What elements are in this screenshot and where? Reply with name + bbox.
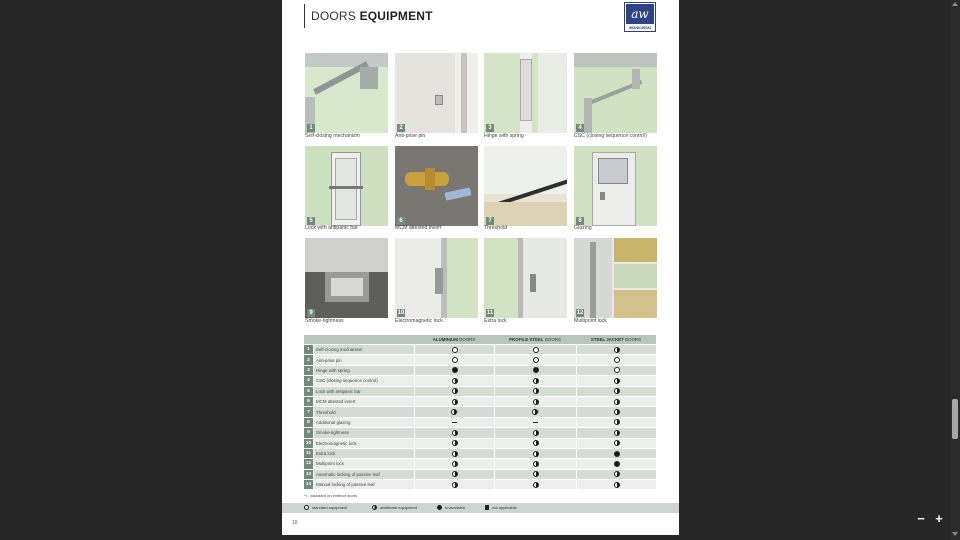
- scrollbar-thumb[interactable]: [952, 399, 958, 439]
- availability-cell: [494, 366, 576, 375]
- filled-circle-icon: [614, 451, 620, 457]
- tile-caption: Anti-prise pin: [395, 133, 426, 139]
- availability-cell: [494, 439, 576, 448]
- row-number: 9: [304, 428, 313, 437]
- row-label: Manual locking of passive leaf: [313, 480, 414, 489]
- availability-cell: [576, 480, 656, 489]
- tile-number: 11: [486, 310, 494, 316]
- half-circle-icon: [614, 399, 620, 405]
- availability-cell: [414, 376, 494, 385]
- half-circle-icon: [533, 471, 539, 477]
- row-label: Multipoint lock: [313, 459, 414, 468]
- row-label: Electromagnetic lock: [313, 439, 414, 448]
- scroll-up-arrow-icon[interactable]: [952, 2, 958, 6]
- half-circle-icon: [452, 399, 458, 405]
- tile-caption: Threshold: [484, 225, 508, 231]
- photo-tile: [484, 238, 567, 318]
- half-circle-icon: [533, 430, 539, 436]
- open-circle-icon: [614, 367, 620, 373]
- row-label: MCM attested insert: [313, 397, 414, 406]
- table-row: [304, 449, 656, 458]
- availability-cell: [576, 428, 656, 437]
- table-row: [304, 366, 656, 375]
- header-spacer: [313, 335, 414, 344]
- table-row: [304, 470, 656, 479]
- half-circle-icon: [533, 440, 539, 446]
- tile-caption: Smoke-tightness: [305, 318, 344, 324]
- availability-cell: [576, 387, 656, 396]
- dash-icon: [533, 422, 538, 423]
- availability-cell: [576, 470, 656, 479]
- filled-circle-icon: [533, 367, 539, 373]
- header-rule: [304, 4, 305, 28]
- availability-cell: [494, 418, 576, 427]
- dash-icon: [452, 422, 457, 423]
- brand-logo: [624, 2, 656, 32]
- page-number: 10: [292, 520, 298, 526]
- scroll-down-arrow-icon[interactable]: [952, 532, 958, 536]
- availability-cell: [494, 470, 576, 479]
- table-row: [304, 480, 656, 489]
- vertical-scrollbar[interactable]: [950, 0, 960, 540]
- availability-cell: [494, 407, 576, 416]
- half-circle-icon: [614, 409, 620, 415]
- logo-mark: aw: [626, 4, 654, 24]
- filled-circle-icon: [452, 367, 458, 373]
- tile-number: 10: [397, 310, 405, 316]
- tile-number: 2: [397, 124, 405, 132]
- tile-number: 12: [576, 310, 584, 316]
- row-label: Extra lock: [313, 449, 414, 458]
- photo-tile: [574, 53, 657, 133]
- availability-cell: [494, 345, 576, 354]
- half-circle-icon: [533, 451, 539, 457]
- dash-icon: [485, 505, 489, 510]
- open-circle-icon: [533, 357, 539, 363]
- legend: [282, 503, 679, 513]
- availability-cell: [494, 449, 576, 458]
- photo-tile: [395, 53, 478, 133]
- photo-tile: [574, 146, 657, 226]
- half-circle-icon: [452, 451, 458, 457]
- availability-cell: [576, 376, 656, 385]
- row-label: Hinge with spring: [313, 366, 414, 375]
- tile-caption: MCM attested insert: [395, 225, 442, 231]
- open-circle-icon: [452, 347, 458, 353]
- page-title: [311, 9, 433, 23]
- half-circle-icon: [533, 378, 539, 384]
- photo-tile: [395, 146, 478, 226]
- half-circle-icon: [452, 461, 458, 467]
- half-circle-icon: [533, 482, 539, 488]
- availability-cell: [414, 459, 494, 468]
- half-circle-icon: [452, 430, 458, 436]
- availability-cell: [494, 376, 576, 385]
- availability-cell: [414, 345, 494, 354]
- logo-text: WIŚNIOWSKI: [628, 26, 652, 30]
- row-number: 7: [304, 407, 313, 416]
- row-label: Threshold: [313, 407, 414, 416]
- tile-number: 9: [307, 309, 315, 317]
- open-circle-icon: [304, 505, 309, 510]
- half-circle-icon: [614, 430, 620, 436]
- tile-caption: Extra lock: [484, 318, 507, 324]
- availability-cell: [494, 355, 576, 364]
- tile-caption: Multipoint lock: [574, 318, 607, 324]
- availability-cell: [576, 355, 656, 364]
- row-label: Self-closing mechanism: [313, 345, 414, 354]
- availability-cell: [494, 480, 576, 489]
- tile-caption: Hinge with spring: [484, 133, 524, 139]
- half-circle-icon: [372, 505, 377, 510]
- row-number: 4: [304, 376, 313, 385]
- row-number: 8: [304, 418, 313, 427]
- open-circle-icon: [533, 347, 539, 353]
- tile-caption: Glazing: [574, 225, 592, 231]
- zoom-out-button[interactable]: −: [917, 511, 925, 526]
- half-circle-icon: [533, 388, 539, 394]
- extra-lock-photo: [518, 238, 567, 318]
- photo-tile: [305, 238, 388, 318]
- legend-item: not applicable: [485, 505, 517, 511]
- availability-cell: [576, 418, 656, 427]
- row-number: 1: [304, 345, 313, 354]
- availability-cell: [494, 397, 576, 406]
- photo-tile: [484, 53, 567, 133]
- availability-cell: [414, 418, 494, 427]
- availability-cell: [576, 459, 656, 468]
- availability-cell: [414, 449, 494, 458]
- half-circle-icon: [452, 471, 458, 477]
- photo-tile: [305, 53, 388, 133]
- footnote: *) - standard on exterior doors: [304, 493, 358, 498]
- row-number: 5: [304, 387, 313, 396]
- availability-cell: [494, 428, 576, 437]
- availability-cell: [414, 439, 494, 448]
- tile-number: 1: [307, 124, 315, 132]
- row-label: Anti-prise pin: [313, 355, 414, 364]
- half-circle-icon: [452, 378, 458, 384]
- row-number: 14: [304, 480, 313, 489]
- table-row: [304, 387, 656, 396]
- half-circle-icon: [533, 461, 539, 467]
- tile-caption: CSC (closing sequence control): [574, 133, 647, 139]
- table-row: [304, 407, 656, 416]
- table-row: [304, 428, 656, 437]
- footnote-marker: *: [456, 409, 459, 415]
- half-circle-icon: [614, 440, 620, 446]
- availability-cell: [494, 459, 576, 468]
- header-steel-jacket: STEEL JACKET DOORS: [576, 335, 656, 344]
- self-closing-mechanism-photo: [305, 53, 388, 67]
- title-bold: EQUIPMENT: [359, 9, 433, 23]
- row-number: 10: [304, 439, 313, 448]
- legend-item: unavailable: [437, 505, 465, 511]
- availability-cell: [576, 345, 656, 354]
- half-circle-icon: [614, 378, 620, 384]
- row-number: 6: [304, 397, 313, 406]
- tile-number: 6: [397, 217, 405, 225]
- tile-caption: Electromagnetic lock: [395, 318, 443, 324]
- open-circle-icon: [614, 357, 620, 363]
- availability-cell: [576, 449, 656, 458]
- row-number: 11: [304, 449, 313, 458]
- half-circle-icon: [452, 440, 458, 446]
- availability-cell: [414, 407, 494, 416]
- availability-cell: [576, 407, 656, 416]
- photo-tile: [484, 146, 567, 226]
- photo-tile: [574, 238, 657, 318]
- legend-item: additional equipment: [372, 505, 417, 511]
- table-row: [304, 376, 656, 385]
- row-number: 12: [304, 459, 313, 468]
- half-circle-icon: [614, 388, 620, 394]
- row-label: CSC (closing sequence control): [313, 376, 414, 385]
- availability-cell: [414, 480, 494, 489]
- half-circle-icon: [614, 471, 620, 477]
- availability-cell: [414, 355, 494, 364]
- availability-cell: [414, 470, 494, 479]
- row-number: 13: [304, 470, 313, 479]
- availability-cell: [414, 387, 494, 396]
- tile-number: 4: [576, 124, 584, 132]
- legend-item: standard equipment: [304, 505, 347, 511]
- tile-caption: Self-closing mechanism: [305, 133, 360, 139]
- tile-number: 7: [486, 217, 494, 225]
- availability-cell: [494, 387, 576, 396]
- header-spacer: [304, 335, 313, 344]
- table-header-row: [304, 335, 656, 344]
- filled-circle-icon: [614, 461, 620, 467]
- title-light: DOORS: [311, 9, 357, 23]
- closing-sequence-control-photo: [574, 53, 657, 67]
- availability-cell: [576, 397, 656, 406]
- half-circle-icon: [452, 482, 458, 488]
- half-circle-icon: [614, 482, 620, 488]
- half-circle-icon: [452, 388, 458, 394]
- tile-number: 3: [486, 124, 494, 132]
- availability-cell: [414, 428, 494, 437]
- half-circle-icon: [614, 419, 620, 425]
- tile-caption: Lock with antipanic bar: [305, 225, 358, 231]
- row-number: 3: [304, 366, 313, 375]
- row-label: Lock with antipanic bar: [313, 387, 414, 396]
- availability-cell: [576, 439, 656, 448]
- row-label: Additional glazing: [313, 418, 414, 427]
- header-profile-steel: PROFILE STEEL DOORS: [494, 335, 576, 344]
- row-label: Smoke-tightness: [313, 428, 414, 437]
- half-circle-icon: [614, 347, 620, 353]
- footnote-marker: *: [537, 409, 540, 415]
- table-row: [304, 397, 656, 406]
- document-page: [282, 0, 679, 535]
- row-number: 2: [304, 355, 313, 364]
- open-circle-icon: [452, 357, 458, 363]
- equipment-table: [304, 334, 656, 490]
- half-circle-icon: [533, 399, 539, 405]
- table-row: [304, 345, 656, 354]
- table-row: [304, 459, 656, 468]
- tile-number: 8: [576, 217, 584, 225]
- photo-tile: [305, 146, 388, 226]
- table-row: [304, 418, 656, 427]
- availability-cell: [576, 366, 656, 375]
- tile-number: 5: [307, 217, 315, 225]
- row-label: Automatic locking of passive leaf: [313, 470, 414, 479]
- table-row: [304, 355, 656, 364]
- availability-cell: [414, 366, 494, 375]
- table-row: [304, 439, 656, 448]
- photo-tile: [395, 238, 478, 318]
- zoom-in-button[interactable]: +: [935, 511, 943, 526]
- smoke-tightness-photo: [305, 238, 388, 272]
- header-aluminium: ALUMINIUM DOORS: [414, 335, 494, 344]
- filled-circle-icon: [437, 505, 442, 510]
- availability-cell: [414, 397, 494, 406]
